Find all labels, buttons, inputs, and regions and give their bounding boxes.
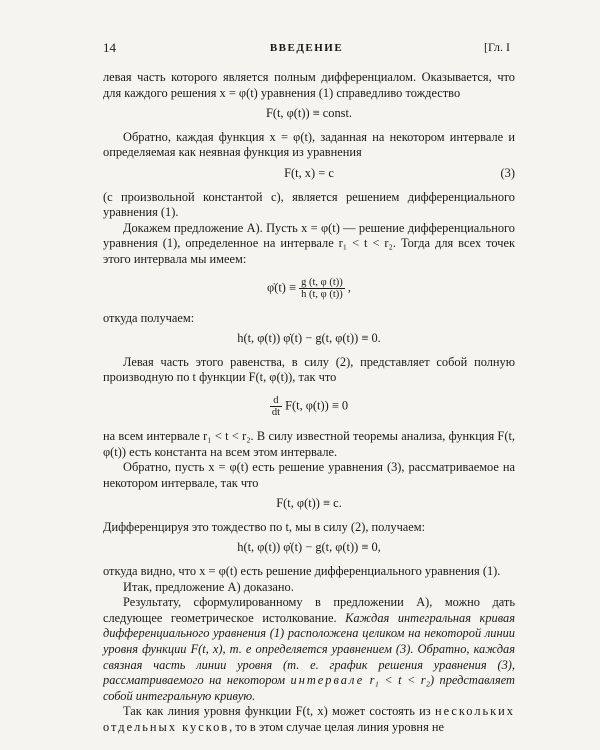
paragraph: Докажем предложение А). Пусть x = φ(t) — решение дифференциального уравнения (1), определенное на интервале r₁ < t < r₂. Тогда для всех точек этого интервала мы имеем: xyxy=(103,220,515,266)
paragraph xyxy=(103,704,515,735)
paragraph: откуда видно, что x = φ(t) есть решение дифференциального уравнения (1). xyxy=(103,564,501,579)
page-body xyxy=(103,70,515,736)
chapter-marker: [Гл. I xyxy=(483,40,510,54)
spaced-text: нескольких отдельных кусков xyxy=(103,704,515,734)
equation: h(t, φ(t)) φ̇(t) − g(t, φ(t)) ≡ 0. xyxy=(237,331,381,346)
paragraph: Итак, предложение А) доказано. xyxy=(123,579,294,594)
paragraph: Обратно, каждая функция x = φ(t), заданная на некотором интервале и определяемая как неявная функция из уравнения xyxy=(103,129,515,160)
equation-fraction xyxy=(103,277,515,300)
equation-number: (3) xyxy=(500,165,515,180)
running-header xyxy=(103,40,510,58)
paragraph: (с произвольной константой c), является решением дифференциального уравнения (1). xyxy=(103,189,515,220)
numerator: g (t, φ (t)) xyxy=(301,276,343,288)
page-number: 14 xyxy=(103,40,116,55)
fraction xyxy=(299,277,345,300)
equation-body: F(t, x) = c xyxy=(284,165,334,180)
derivative-fraction xyxy=(270,395,282,418)
equation-3 xyxy=(103,166,515,182)
equation-lhs: φ̇(t) ≡ xyxy=(267,279,296,294)
text-run: Результату, сформулированному в предложении А), можно дать следующее геометрическое истолкование. xyxy=(103,595,515,625)
paragraph: откуда получаем: xyxy=(103,310,195,325)
text-run: , то в этом случае целая линия уровня не xyxy=(229,720,444,734)
paragraph: левая часть которого является полным дифференциалом. Оказывается, что для каждого решения x = φ(t) уравнения (1) справедливо тождество xyxy=(103,70,515,100)
equation-derivative xyxy=(103,395,515,418)
spaced-text: интервале xyxy=(290,673,365,688)
running-title: ВВЕДЕНИЕ xyxy=(269,42,344,54)
equation: h(t, φ(t)) φ̇(t) − g(t, φ(t)) ≡ 0, xyxy=(237,540,381,555)
numerator: d xyxy=(270,395,282,407)
italic-text: Каждая интегральная кривая дифференциального уравнения (1) расположена целиком на некоторой линии уровня функции F(t, x), т. е определяется уравнением (3). Обратно, каждая связная часть линии уровня (т. е. график решения уравнения (3), рассматриваемого на некотором xyxy=(103,610,515,688)
paragraph: на всем интервале r₁ < t < r₂. В силу известной теоремы анализа, функция F(t, φ(t)) есть константа на всем этом интервале. xyxy=(103,428,515,459)
denominator: h (t, φ (t)) xyxy=(301,288,343,300)
equation: F(t, φ(t)) ≡ c. xyxy=(276,496,342,511)
equation-rest: F(t, φ(t)) ≡ 0 xyxy=(285,398,349,413)
italic-text: r₁ < t < r₂) представляет собой интегральную кривую. xyxy=(103,673,515,703)
paragraph: Левая часть этого равенства, в силу (2), представляет собой полную производную по t функции F(t, φ(t)), так что xyxy=(103,354,515,385)
paragraph xyxy=(103,595,515,704)
paragraph: Дифференцируя это тождество по t, мы в силу (2), получаем: xyxy=(103,519,426,534)
paragraph: Обратно, пусть x = φ(t) есть решение уравнения (3), рассматриваемое на некотором интервале, так что xyxy=(103,460,515,490)
equation-tail: , xyxy=(347,279,351,294)
text-run: Так как линия уровня функции F(t, x) может состоять из xyxy=(123,704,435,719)
denominator: dt xyxy=(271,406,281,418)
equation: F(t, φ(t)) ≡ const. xyxy=(265,106,353,121)
